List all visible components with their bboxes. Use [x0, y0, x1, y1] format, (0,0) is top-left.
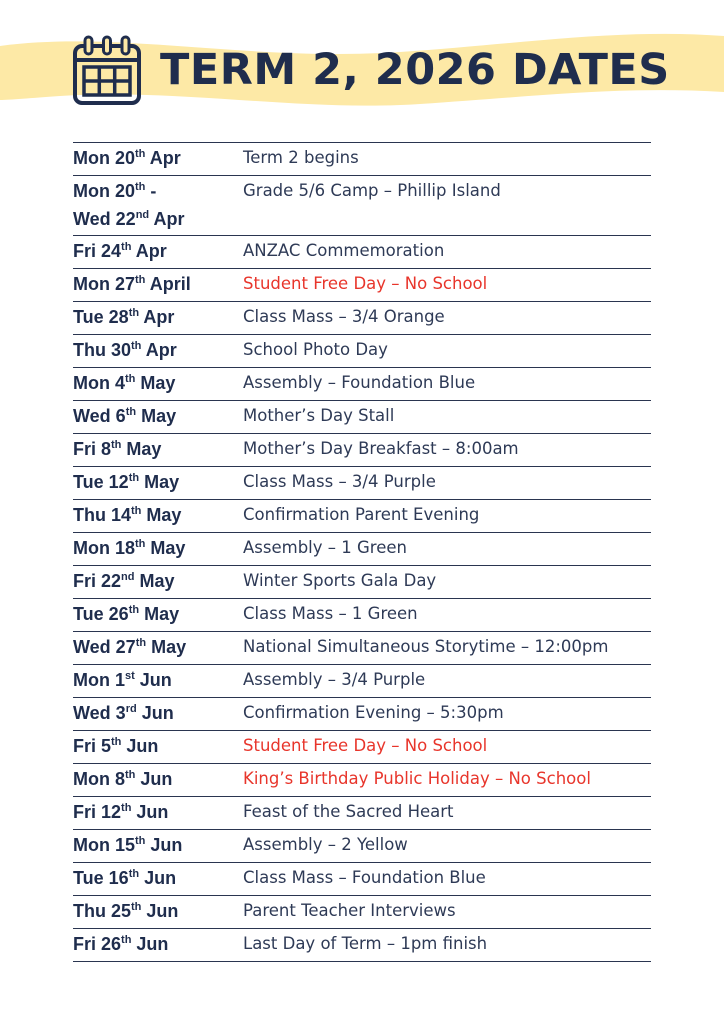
table-row — [73, 665, 651, 698]
date-month: Apr — [131, 241, 167, 261]
date-ordinal-suffix: th — [131, 340, 142, 352]
event-cell: Term 2 begins — [243, 148, 359, 167]
date-month: April — [145, 274, 191, 294]
date-month: May — [135, 373, 176, 393]
date-ordinal-suffix: th — [121, 802, 132, 814]
date-cell — [73, 335, 243, 364]
table-row — [73, 500, 651, 533]
table-row — [73, 434, 651, 467]
date-cell — [73, 830, 243, 859]
date-cell — [73, 731, 243, 760]
date-ordinal-suffix: th — [135, 538, 146, 550]
table-row — [73, 863, 651, 896]
date-day: Mon 1 — [73, 670, 125, 690]
table-row — [73, 764, 651, 797]
table-row — [73, 302, 651, 335]
date-line — [73, 237, 243, 265]
date-ordinal-suffix: th — [121, 241, 132, 253]
date-ordinal-suffix: th — [135, 148, 146, 160]
date-day: Fri 26 — [73, 934, 122, 954]
date-day: Fri 5 — [73, 736, 112, 756]
date-line — [73, 144, 243, 172]
date-line — [73, 633, 243, 661]
event-cell: Winter Sports Gala Day — [243, 571, 437, 590]
date-month: Jun — [136, 703, 174, 723]
date-ordinal-suffix: nd — [121, 571, 135, 583]
date-day: Mon 15 — [73, 835, 136, 855]
date-ordinal-suffix: th — [111, 439, 122, 451]
date-month: Apr — [145, 148, 181, 168]
date-day: Mon 20 — [73, 148, 136, 168]
date-cell — [73, 176, 243, 233]
date-day: Tue 28 — [73, 307, 129, 327]
event-cell: Assembly – 3/4 Purple — [243, 670, 426, 689]
date-month: May — [146, 637, 187, 657]
event-cell: National Simultaneous Storytime – 12:00pm — [243, 637, 609, 656]
date-day: Tue 16 — [73, 868, 129, 888]
date-month: Apr — [141, 340, 177, 360]
table-row — [73, 269, 651, 302]
date-cell — [73, 500, 243, 529]
date-cell — [73, 434, 243, 463]
date-line — [73, 435, 243, 463]
date-month: Apr — [139, 307, 175, 327]
date-line — [73, 177, 243, 205]
date-day: Wed 27 — [73, 637, 136, 657]
date-cell — [73, 863, 243, 892]
date-line — [73, 765, 243, 793]
event-cell: Class Mass – 1 Green — [243, 604, 418, 623]
page-title: TERM 2, 2026 DATES — [160, 45, 670, 95]
date-line — [73, 270, 243, 298]
date-cell — [73, 236, 243, 265]
table-row — [73, 467, 651, 500]
table-row — [73, 797, 651, 830]
date-ordinal-suffix: th — [125, 373, 136, 385]
date-line — [73, 732, 243, 760]
table-row — [73, 566, 651, 599]
date-ordinal-suffix: th — [121, 934, 132, 946]
date-month: May — [141, 505, 182, 525]
date-line — [73, 699, 243, 727]
date-ordinal-suffix: th — [128, 604, 140, 616]
event-cell: Parent Teacher Interviews — [243, 901, 456, 920]
event-cell: Assembly – Foundation Blue — [243, 373, 476, 392]
date-day: Mon 8 — [73, 769, 125, 789]
date-cell — [73, 764, 243, 793]
date-line — [73, 831, 243, 859]
date-line — [73, 897, 243, 925]
date-line — [73, 303, 243, 331]
table-row — [73, 698, 651, 731]
date-cell — [73, 698, 243, 727]
date-month: Jun — [131, 934, 169, 954]
date-month: May — [136, 406, 177, 426]
date-cell — [73, 467, 243, 496]
event-cell: Grade 5/6 Camp – Phillip Island — [243, 181, 501, 200]
table-row — [73, 599, 651, 632]
date-cell — [73, 665, 243, 694]
date-line — [73, 468, 243, 496]
date-cell — [73, 302, 243, 331]
date-month: Jun — [121, 736, 159, 756]
event-cell: Mother’s Day Breakfast – 8:00am — [243, 439, 519, 458]
term-dates-table — [73, 142, 651, 962]
date-ordinal-suffix: th — [135, 181, 146, 193]
date-cell — [73, 566, 243, 595]
date-line — [73, 930, 243, 958]
event-cell: Assembly – 1 Green — [243, 538, 407, 557]
table-row — [73, 632, 651, 665]
table-row — [73, 929, 651, 962]
event-cell: Mother’s Day Stall — [243, 406, 395, 425]
table-row — [73, 830, 651, 863]
table-row — [73, 335, 651, 368]
table-row — [73, 143, 651, 176]
date-cell — [73, 896, 243, 925]
event-cell-alert: Student Free Day – No School — [243, 736, 488, 755]
event-cell: Class Mass – Foundation Blue — [243, 868, 486, 887]
date-ordinal-suffix: th — [128, 472, 140, 484]
date-cell — [73, 368, 243, 397]
date-day: Fri 22 — [73, 571, 122, 591]
event-cell: Class Mass – 3/4 Orange — [243, 307, 445, 326]
date-line — [73, 864, 243, 892]
table-row — [73, 731, 651, 764]
date-line — [73, 205, 243, 233]
date-month: Jun — [139, 868, 177, 888]
date-ordinal-suffix: th — [135, 637, 147, 649]
event-cell-alert: Student Free Day – No School — [243, 274, 488, 293]
date-month: May — [139, 604, 180, 624]
event-cell: Class Mass – 3/4 Purple — [243, 472, 436, 491]
event-cell: Confirmation Parent Evening — [243, 505, 480, 524]
event-cell-alert: King’s Birthday Public Holiday – No School — [243, 769, 591, 788]
date-month: Jun — [134, 670, 172, 690]
date-ordinal-suffix: th — [125, 769, 136, 781]
date-month: Jun — [131, 802, 169, 822]
date-ordinal-suffix: st — [125, 670, 135, 682]
date-month: Jun — [145, 835, 183, 855]
date-day: Mon 18 — [73, 538, 136, 558]
date-cell — [73, 401, 243, 430]
event-cell: Confirmation Evening – 5:30pm — [243, 703, 504, 722]
event-cell: School Photo Day — [243, 340, 388, 359]
table-row — [73, 896, 651, 929]
date-cell — [73, 269, 243, 298]
date-day: Wed 6 — [73, 406, 126, 426]
date-line — [73, 336, 243, 364]
date-line — [73, 600, 243, 628]
date-day: Tue 12 — [73, 472, 129, 492]
date-month: May — [134, 571, 175, 591]
date-cell — [73, 632, 243, 661]
event-cell: Assembly – 2 Yellow — [243, 835, 408, 854]
date-day: Fri 24 — [73, 241, 122, 261]
event-cell: ANZAC Commemoration — [243, 241, 445, 260]
event-cell: Last Day of Term – 1pm finish — [243, 934, 488, 953]
date-ordinal-suffix: rd — [125, 703, 137, 715]
date-cell — [73, 143, 243, 172]
date-day: Fri 12 — [73, 802, 122, 822]
date-ordinal-suffix: th — [128, 868, 140, 880]
table-row — [73, 401, 651, 434]
date-day: Wed 3 — [73, 703, 126, 723]
date-day: Mon 27 — [73, 274, 136, 294]
date-line — [73, 501, 243, 529]
date-month: Jun — [135, 769, 173, 789]
date-day: Thu 25 — [73, 901, 132, 921]
table-row — [73, 533, 651, 566]
date-line — [73, 666, 243, 694]
date-day: Thu 14 — [73, 505, 132, 525]
date-ordinal-suffix: th — [135, 835, 146, 847]
date-cell — [73, 797, 243, 826]
calendar-icon — [72, 34, 142, 106]
date-day: Wed 22 — [73, 209, 136, 229]
date-ordinal-suffix: th — [125, 406, 137, 418]
date-month: Jun — [141, 901, 179, 921]
date-month: May — [121, 439, 162, 459]
date-ordinal-suffix: th — [128, 307, 140, 319]
table-row — [73, 176, 651, 236]
date-cell — [73, 929, 243, 958]
table-row — [73, 236, 651, 269]
date-day: Mon 20 — [73, 181, 136, 201]
date-month: Apr — [149, 209, 185, 229]
date-cell — [73, 533, 243, 562]
date-month: May — [145, 538, 186, 558]
date-day: Fri 8 — [73, 439, 112, 459]
date-ordinal-suffix: th — [111, 736, 122, 748]
event-cell: Feast of the Sacred Heart — [243, 802, 454, 821]
date-line — [73, 798, 243, 826]
date-month: May — [139, 472, 180, 492]
date-ordinal-suffix: nd — [135, 209, 150, 221]
date-day: Mon 4 — [73, 373, 125, 393]
date-day: Tue 26 — [73, 604, 129, 624]
date-day: Thu 30 — [73, 340, 132, 360]
date-line — [73, 402, 243, 430]
date-ordinal-suffix: th — [131, 901, 142, 913]
date-ordinal-suffix: th — [135, 274, 146, 286]
date-line — [73, 534, 243, 562]
date-ordinal-suffix: th — [131, 505, 142, 517]
date-line — [73, 369, 243, 397]
table-row — [73, 368, 651, 401]
date-line — [73, 567, 243, 595]
date-cell — [73, 599, 243, 628]
date-month: - — [145, 181, 157, 201]
